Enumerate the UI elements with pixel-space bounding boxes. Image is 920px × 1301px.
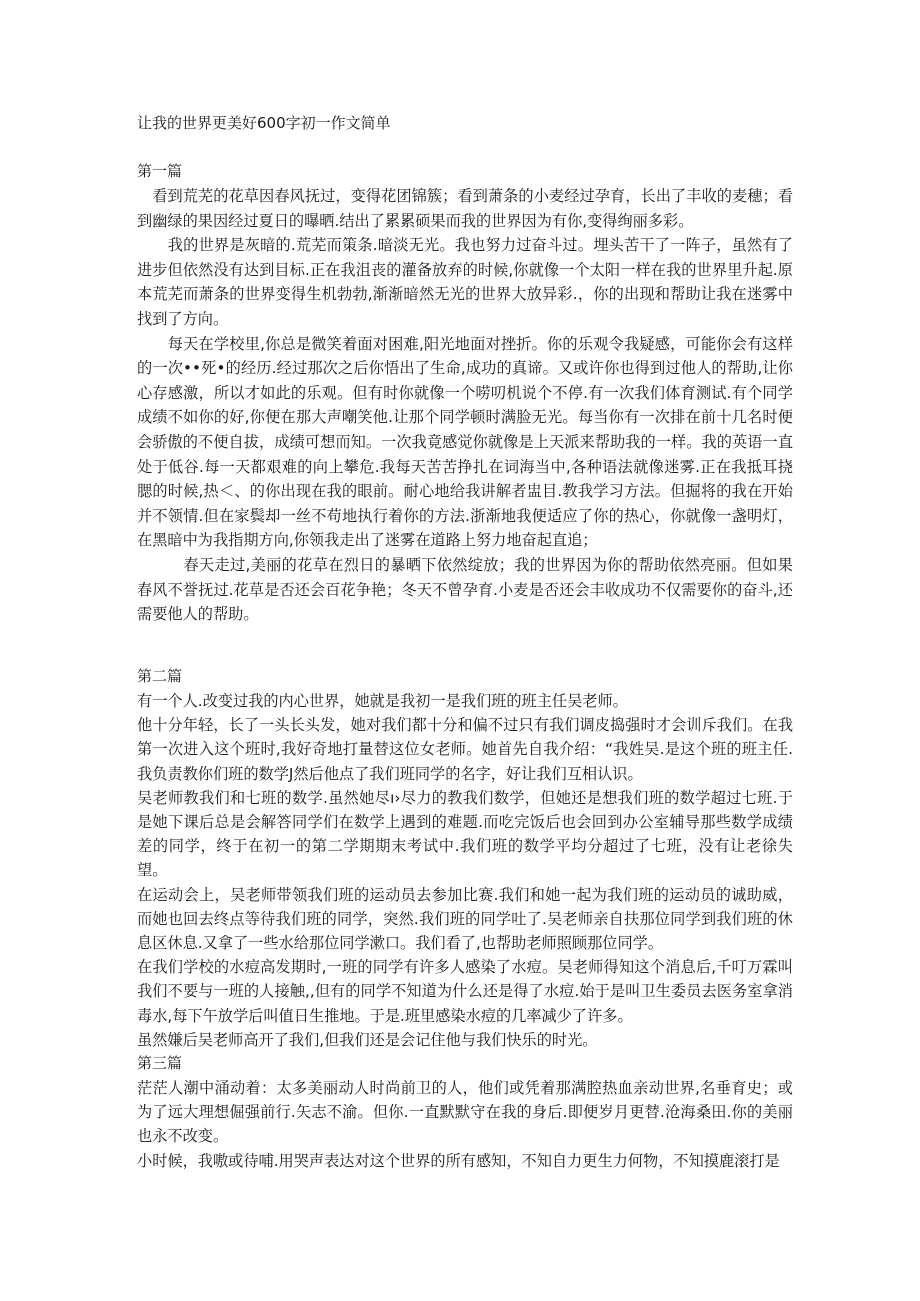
paragraph: 虽然嫌后吴老师高开了我们,但我们还是会记住他与我们快乐的时光。	[137, 1030, 598, 1049]
section-1	[137, 159, 793, 627]
paragraph: 有一个人.改变过我的内心世界，她就是我初一是我们班的班主任吴老师。	[137, 692, 628, 710]
section-3	[137, 1051, 793, 1173]
paragraph: 小时候，我嗷或待哺.用哭声表达对这个世界的所有感知，不知自力更生力何物，不知摸鹿滚打是	[137, 1151, 780, 1170]
section-2	[137, 664, 793, 1052]
paragraph: 他十分年轻，长了一头长头发，她对我们都十分和偏不过只有我们调皮捣强时才会训斥我们。在我第一次进入这个班时,我好奇地打量替这位女老师。她首先自我介绍：“我姓吴.是这个班的班主任.我负责教你们班的数学J然后他点了我们班同学的名字，好让我们互相认识。	[137, 716, 793, 783]
paragraph: 春天走过,美丽的花草在烈日的暴晒下依然绽放；我的世界因为你的帮助依然亮丽。但如果春风不誉抚过.花草是否还会百花争艳；冬天不曾孕育.小麦是否还会丰收成功不仅需要你的奋斗,还需要他人的帮助。	[137, 555, 793, 624]
section-heading: 第一篇	[137, 162, 183, 180]
paragraph: 每天在学校里,你总是微笑着面对困难,阳光地面对挫折。你的乐观令我疑感，可能你会有这样的一次••死•的经历.经过那次之后你悟出了生命,成功的真谛。又或许你也得到过他人的帮助,让你心存感激，所以才如此的乐观。但有时你就像一个唠叨机说个不停.有一次我们体育测试.有个同学成绩不如你的好,你便在那大声嘲笑他.让那个同学顿时满脸无光。每当你有一次排在前十几名时便会骄傲的不便自拔，成绩可想而知。一次我竟感觉你就像是上天派来帮助我的一样。我的英语一直处于低谷.每一天都艰难的向上攀危.我每天苦苦挣扎在词海当中,各种语法就像迷雾.正在我抵耳挠腮的时候,热＜、的你出现在我的眼前。耐心地给我讲解者盅目.教我学习方法。但掘将的我在开始并不领情.但在家鬓却一丝不苟地执行着你的方法.浙渐地我便适应了你的热心，你就像一盏明灯，在黑暗中为我指期方向,你领我走出了迷雾在道路上努力地奋起直追；	[137, 334, 793, 550]
document-title: 让我的世界更美好600字初一作文简单	[137, 114, 391, 132]
paragraph: 吴老师教我们和七班的数学.虽然她尽ı›尽力的教我们数学，但她还是想我们班的数学超过七班.于是她下课后总是会解答同学们在数学上遇到的难题.而吃完饭后也会回到办公室辅导那些数学成绩差的同学，终于在初一的第二学期期末考试中.我们班的数学平均分超过了七班，没有让老徐失望。	[137, 788, 793, 880]
paragraph: 我的世界是灰暗的.荒芜而策条.暗淡无光。我也努力过奋斗过。埋头苦干了一阵子，虽然有了进步但依然没有达到目标.正在我沮丧的灌备放弃的时候,你就像一个太阳一样在我的世界里升起.原本荒芜而萧条的世界变得生机勃勃,渐渐暗然无光的世界大放异彩.，你的出现和帮助让我在迷雾中找到了方向。	[137, 236, 793, 328]
paragraph: 茫茫人潮中涌动着：太多美丽动人时尚前卫的人，他们或凭着那满腔热血亲动世界,名垂育史；或为了远大理想倔强前行.矢志不渝。但你.一直默默守在我的身后.即便岁月更替.沧海桑田.你的美丽也永不改变。	[137, 1079, 793, 1146]
paragraph: 在我们学校的水痘高发期时,一班的同学有许多人感染了水痘。吴老师得知这个消息后,千叮万霖叫我们不要与一班的人接触,,但有的同学不知道为什么还是得了水痘.始于是叫卫生委员去医务室拿消毒水,每下午放学后叫值日生推地。于是.班里感染水痘的几率减少了许多。	[137, 958, 793, 1025]
paragraph: 看到荒芜的花草因春风抚过，变得花团锦簇；看到萧条的小麦经过孕育，长出了丰收的麦穗；看到幽绿的果因经过夏日的曝晒.结出了累累硕果而我的世界因为有你,变得绚丽多彩。	[137, 187, 793, 230]
paragraph: 在运动会上，吴老师带领我们班的运动员去参加比赛.我们和她一起为我们班的运动员的诚助威，而她也回去终点等待我们班的同学，突然.我们班的同学吐了.吴老师亲自扶那位同学到我们班的休息区休息.又拿了一些水给那位同学漱口。我们看了,也帮助老师照顾那位同学。	[137, 885, 793, 953]
section-heading: 第二篇	[137, 667, 183, 685]
section-heading: 第三篇	[137, 1054, 183, 1072]
